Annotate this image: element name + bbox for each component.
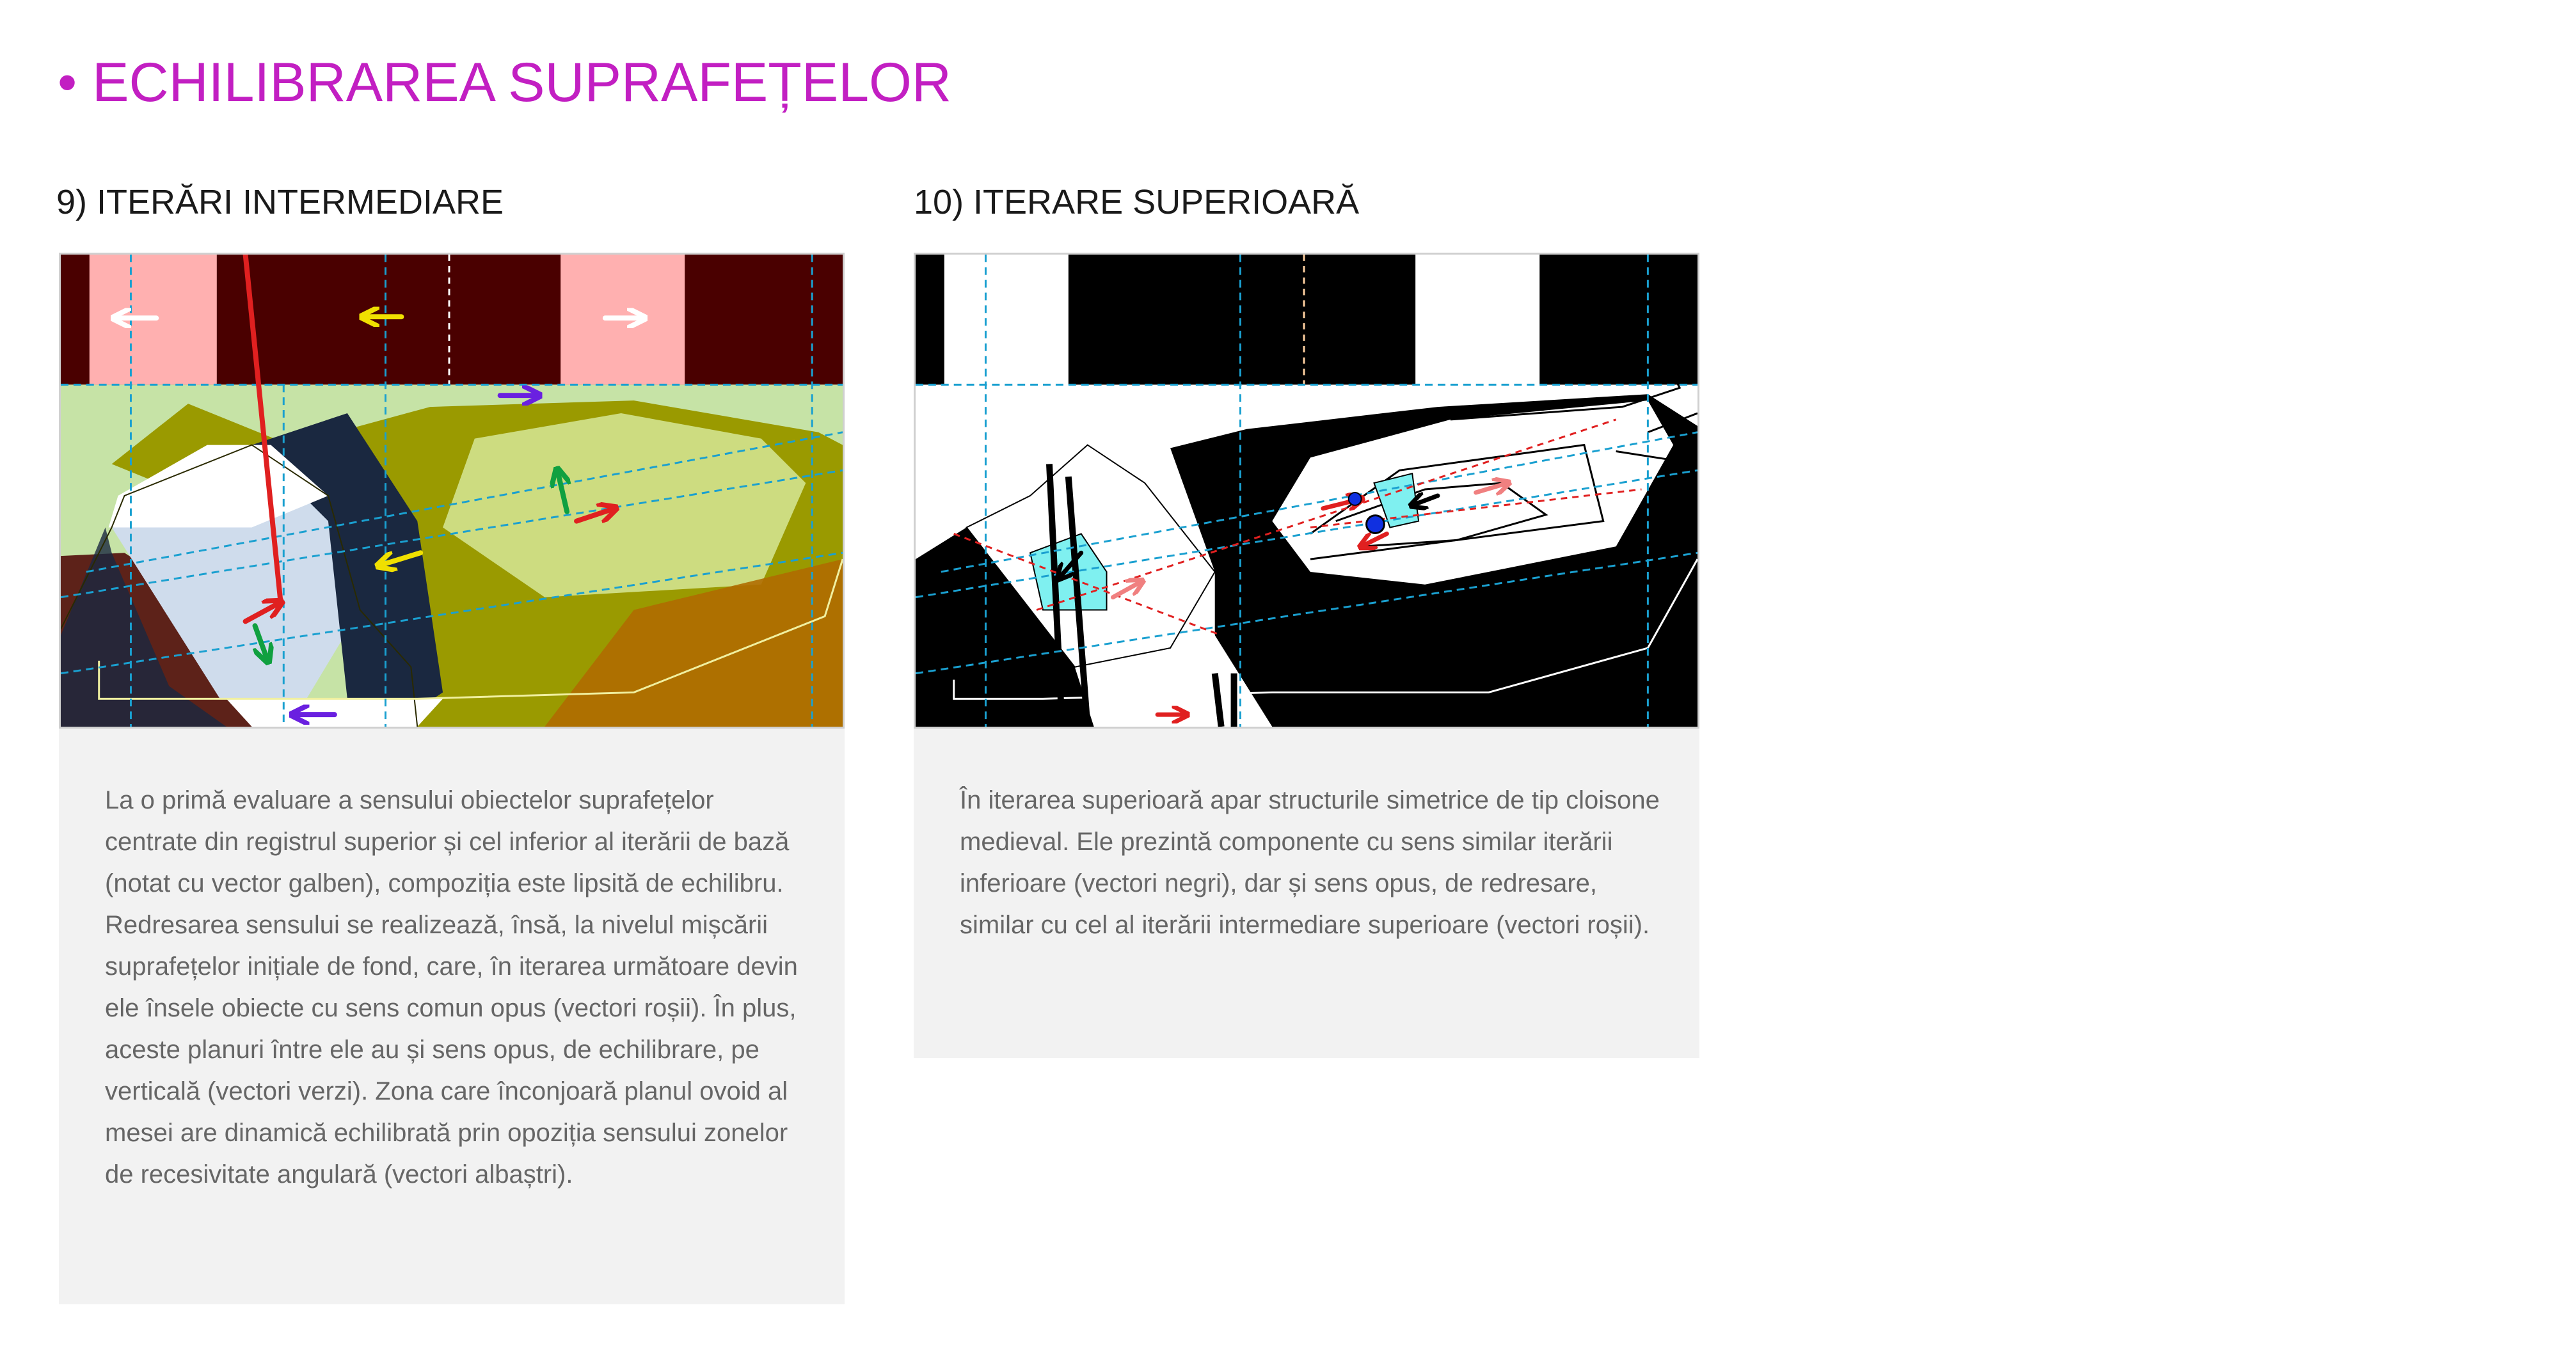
top-block-2 <box>1069 255 1415 384</box>
top-block-1 <box>916 255 944 384</box>
intermediate-iteration-drawing <box>61 255 843 727</box>
superior-iteration-figure <box>914 253 1699 729</box>
blue-dot-large <box>1367 516 1385 533</box>
title-text: ECHILIBRAREA SUPRAFEȚELOR <box>92 52 952 113</box>
left-description-box <box>59 729 845 1304</box>
intermediate-iteration-figure <box>59 253 845 729</box>
left-description: La o primă evaluare a sensului obiectelor suprafețelor centrate din registrul superior și cel inferior al iterării de bază (notat cu vector galben), compoziția este lipsită de echilibru. Redresarea sensului se realizează, însă, la nivelul mișcării suprafețelor inițiale de fond, care, în iterarea următoare devin ele însele obiecte cu sens comun opus (vectori roșii). În plus, aceste planuri între ele au și sens opus, de echilibrare, pe verticală (vectori verzi). Zona care înconjoară planul ovoid al mesei are dinamică echilibrată prin opoziția sensului zonelor de recesivitate angulară (vectori albaștri). <box>105 786 798 1189</box>
right-description: În iterarea superioară apar structurile simetrice de tip cloisone medieval. Ele prezintă componente cu sens similar iterării inferioare (vectori negri), dar și sens opus, de redresare, similar cu cel al iterării intermediare superioare (vectori roșii). <box>960 786 1660 939</box>
slide-title <box>58 51 951 115</box>
top-block-3 <box>1539 255 1697 384</box>
left-heading: 9) ITERĂRI INTERMEDIARE <box>56 183 504 221</box>
superior-iteration-drawing <box>916 255 1697 727</box>
right-description-box <box>914 729 1699 1058</box>
blue-dot-small <box>1349 493 1362 505</box>
title-bullet: • <box>58 52 77 113</box>
right-heading: 10) ITERARE SUPERIOARĂ <box>914 183 1360 221</box>
